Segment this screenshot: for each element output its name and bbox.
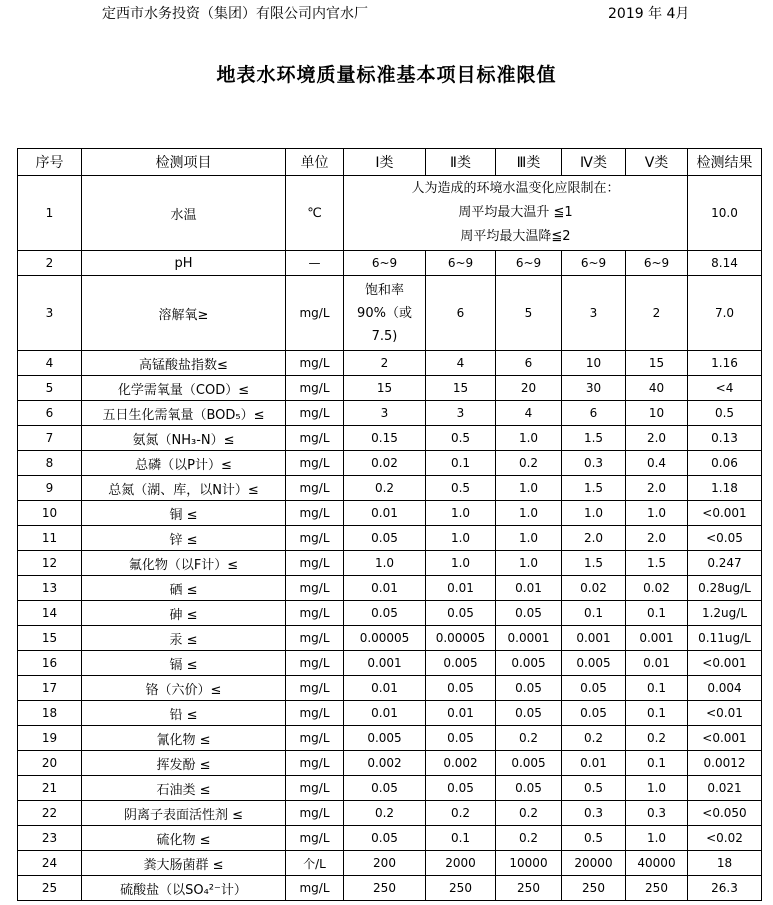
water-temp-note	[344, 176, 688, 251]
row-class-4: 250	[562, 876, 626, 901]
row-class-2: 0.05	[426, 601, 496, 626]
row-item: 铬（六价）≤	[82, 676, 286, 701]
row-class-5: 0.2	[626, 726, 688, 751]
row-result: <0.02	[688, 826, 762, 851]
row-class-1: 6~9	[344, 251, 426, 276]
table-row	[18, 176, 762, 251]
row-class-3: 1.0	[496, 526, 562, 551]
row-unit: mg/L	[286, 576, 344, 601]
row-item: 氟化物（以F计）≤	[82, 551, 286, 576]
table-row	[18, 576, 762, 601]
row-class-4: 0.5	[562, 826, 626, 851]
row-result: 0.13	[688, 426, 762, 451]
row-unit: mg/L	[286, 676, 344, 701]
row-class-2: 1.0	[426, 501, 496, 526]
row-class-2: 0.05	[426, 726, 496, 751]
row-class-2: 6~9	[426, 251, 496, 276]
row-class-1: 0.05	[344, 526, 426, 551]
row-result: <0.001	[688, 501, 762, 526]
row-class-3: 0.01	[496, 576, 562, 601]
row-no: 18	[18, 701, 82, 726]
row-class-4: 1.0	[562, 501, 626, 526]
row-item: 粪大肠菌群 ≤	[82, 851, 286, 876]
table-row	[18, 351, 762, 376]
report-date: 2019 年 4月	[608, 6, 690, 22]
col-header-class-5: Ⅴ类	[626, 149, 688, 176]
row-class-4: 0.2	[562, 726, 626, 751]
note-line: 周平均最大温升 ≦1	[458, 205, 573, 220]
table-row	[18, 551, 762, 576]
row-class-4: 2.0	[562, 526, 626, 551]
table-row	[18, 651, 762, 676]
col-header-unit: 单位	[286, 149, 344, 176]
row-unit: —	[286, 251, 344, 276]
row-class-1: 1.0	[344, 551, 426, 576]
row-no: 22	[18, 801, 82, 826]
row-class-5: 0.1	[626, 676, 688, 701]
row-class-2: 2000	[426, 851, 496, 876]
row-unit: 个/L	[286, 851, 344, 876]
row-class-3: 4	[496, 401, 562, 426]
row-class-3: 6~9	[496, 251, 562, 276]
row-result: 0.0012	[688, 751, 762, 776]
row-class-1: 15	[344, 376, 426, 401]
row-item: 五日生化需氧量（BOD₅）≤	[82, 401, 286, 426]
row-no: 19	[18, 726, 82, 751]
row-class-5: 10	[626, 401, 688, 426]
row-result: 0.247	[688, 551, 762, 576]
row-no: 3	[18, 276, 82, 351]
note-line: 人为造成的环境水温变化应限制在：	[411, 181, 620, 196]
cell-line: 饱和率	[364, 282, 404, 298]
row-class-5: 250	[626, 876, 688, 901]
row-unit: ℃	[286, 176, 344, 251]
table-row	[18, 476, 762, 501]
row-item: 铜 ≤	[82, 501, 286, 526]
cell-line: 90%（或	[357, 305, 412, 321]
table-row	[18, 626, 762, 651]
row-class-4: 30	[562, 376, 626, 401]
row-class-4: 0.5	[562, 776, 626, 801]
row-result: <0.050	[688, 801, 762, 826]
row-class-3: 0.05	[496, 776, 562, 801]
row-no: 7	[18, 426, 82, 451]
row-class-4: 20000	[562, 851, 626, 876]
row-class-2: 0.05	[426, 776, 496, 801]
table-row	[18, 776, 762, 801]
row-class-5: 0.01	[626, 651, 688, 676]
table-row	[18, 376, 762, 401]
row-class-3: 0.05	[496, 676, 562, 701]
row-class-3: 0.0001	[496, 626, 562, 651]
row-unit: mg/L	[286, 376, 344, 401]
row-class-4: 3	[562, 276, 626, 351]
row-no: 16	[18, 651, 82, 676]
row-item: 氰化物 ≤	[82, 726, 286, 751]
row-item: 总氮（湖、库，以N计）≤	[82, 476, 286, 501]
row-class-3: 0.005	[496, 651, 562, 676]
row-class-5: 2.0	[626, 476, 688, 501]
row-class-2: 4	[426, 351, 496, 376]
row-class-1: 0.01	[344, 676, 426, 701]
row-item: 阴离子表面活性剂 ≤	[82, 801, 286, 826]
row-result: 7.0	[688, 276, 762, 351]
row-class-1: 0.15	[344, 426, 426, 451]
row-class-2: 250	[426, 876, 496, 901]
row-class-2: 0.01	[426, 576, 496, 601]
row-result: 18	[688, 851, 762, 876]
row-class-4: 0.001	[562, 626, 626, 651]
row-class-3: 0.2	[496, 801, 562, 826]
table-row	[18, 851, 762, 876]
row-no: 15	[18, 626, 82, 651]
row-item: 硒 ≤	[82, 576, 286, 601]
row-unit: mg/L	[286, 826, 344, 851]
row-item: 高锰酸盐指数≤	[82, 351, 286, 376]
row-class-2: 3	[426, 401, 496, 426]
row-class-2: 0.2	[426, 801, 496, 826]
row-class-3: 0.005	[496, 751, 562, 776]
col-header-class-2: Ⅱ类	[426, 149, 496, 176]
row-class-5: 1.0	[626, 826, 688, 851]
row-class-5: 2.0	[626, 426, 688, 451]
row-class-2: 0.5	[426, 476, 496, 501]
table-row	[18, 401, 762, 426]
row-result: 0.06	[688, 451, 762, 476]
row-result: 8.14	[688, 251, 762, 276]
row-unit: mg/L	[286, 801, 344, 826]
row-item: 水温	[82, 176, 286, 251]
row-class-5: 2	[626, 276, 688, 351]
row-result: 0.11ug/L	[688, 626, 762, 651]
row-result: <0.001	[688, 726, 762, 751]
row-class-2: 0.05	[426, 676, 496, 701]
row-class-4: 6	[562, 401, 626, 426]
row-class-1: 0.05	[344, 601, 426, 626]
row-class-4: 10	[562, 351, 626, 376]
row-no: 10	[18, 501, 82, 526]
table-row	[18, 726, 762, 751]
row-class-1: 0.01	[344, 576, 426, 601]
row-class-5: 0.4	[626, 451, 688, 476]
row-result: 26.3	[688, 876, 762, 901]
row-no: 1	[18, 176, 82, 251]
row-unit: mg/L	[286, 276, 344, 351]
row-unit: mg/L	[286, 751, 344, 776]
col-header-item: 检测项目	[82, 149, 286, 176]
table-row	[18, 526, 762, 551]
row-item: 溶解氧≥	[82, 276, 286, 351]
row-no: 13	[18, 576, 82, 601]
row-class-4: 0.05	[562, 701, 626, 726]
row-class-1: 0.02	[344, 451, 426, 476]
table-row	[18, 751, 762, 776]
row-result: 1.2ug/L	[688, 601, 762, 626]
page-title: 地表水环境质量标准基本项目标准限值	[216, 64, 557, 86]
row-class-5: 40	[626, 376, 688, 401]
row-item: 总磷（以P计）≤	[82, 451, 286, 476]
row-no: 8	[18, 451, 82, 476]
row-unit: mg/L	[286, 476, 344, 501]
table-row	[18, 876, 762, 901]
row-unit: mg/L	[286, 626, 344, 651]
row-no: 17	[18, 676, 82, 701]
row-class-5: 0.1	[626, 601, 688, 626]
row-no: 12	[18, 551, 82, 576]
row-item: 化学需氧量（COD）≤	[82, 376, 286, 401]
row-class-2: 0.1	[426, 451, 496, 476]
row-result: 1.16	[688, 351, 762, 376]
row-class-3: 0.05	[496, 701, 562, 726]
cell-line: 7.5)	[371, 328, 398, 344]
row-no: 2	[18, 251, 82, 276]
table-row	[18, 701, 762, 726]
row-class-3: 1.0	[496, 426, 562, 451]
row-class-3: 20	[496, 376, 562, 401]
row-class-4: 0.3	[562, 451, 626, 476]
row-class-3: 10000	[496, 851, 562, 876]
row-unit: mg/L	[286, 876, 344, 901]
row-class-2: 6	[426, 276, 496, 351]
row-class-2: 1.0	[426, 551, 496, 576]
row-class-3: 0.05	[496, 601, 562, 626]
row-class-1: 250	[344, 876, 426, 901]
table-row	[18, 601, 762, 626]
row-class-1: 0.2	[344, 476, 426, 501]
row-result: <0.05	[688, 526, 762, 551]
row-class-4: 1.5	[562, 476, 626, 501]
row-class-2: 0.00005	[426, 626, 496, 651]
row-no: 14	[18, 601, 82, 626]
col-header-no: 序号	[18, 149, 82, 176]
row-class-5: 1.5	[626, 551, 688, 576]
row-class-3: 0.2	[496, 726, 562, 751]
row-class-2: 1.0	[426, 526, 496, 551]
row-class-2: 0.1	[426, 826, 496, 851]
row-class-1: 0.05	[344, 826, 426, 851]
row-unit: mg/L	[286, 551, 344, 576]
row-class-5: 0.02	[626, 576, 688, 601]
table-header-row	[18, 149, 762, 176]
row-class-1: 3	[344, 401, 426, 426]
row-item: 硫化物 ≤	[82, 826, 286, 851]
row-class-3: 1.0	[496, 551, 562, 576]
table-row	[18, 426, 762, 451]
row-item: 铅 ≤	[82, 701, 286, 726]
row-unit: mg/L	[286, 526, 344, 551]
row-result: <0.001	[688, 651, 762, 676]
standards-table	[17, 148, 762, 901]
row-item: 镉 ≤	[82, 651, 286, 676]
row-result: 0.28ug/L	[688, 576, 762, 601]
row-class-1: 0.01	[344, 501, 426, 526]
row-no: 24	[18, 851, 82, 876]
row-class-1: 0.002	[344, 751, 426, 776]
row-unit: mg/L	[286, 701, 344, 726]
row-result: <4	[688, 376, 762, 401]
row-class-4: 6~9	[562, 251, 626, 276]
row-unit: mg/L	[286, 351, 344, 376]
row-class-5: 2.0	[626, 526, 688, 551]
row-unit: mg/L	[286, 501, 344, 526]
table-row	[18, 826, 762, 851]
row-result: 0.021	[688, 776, 762, 801]
row-class-5: 0.1	[626, 701, 688, 726]
col-header-class-4: Ⅳ类	[562, 149, 626, 176]
row-class-4: 0.02	[562, 576, 626, 601]
row-class-5: 40000	[626, 851, 688, 876]
row-no: 25	[18, 876, 82, 901]
row-class-1: 0.005	[344, 726, 426, 751]
row-no: 9	[18, 476, 82, 501]
row-class-4: 0.3	[562, 801, 626, 826]
row-class-1: 0.2	[344, 801, 426, 826]
row-class-3: 1.0	[496, 501, 562, 526]
row-class-1: 0.05	[344, 776, 426, 801]
row-class-5: 6~9	[626, 251, 688, 276]
row-class-1: 0.01	[344, 701, 426, 726]
table-row	[18, 501, 762, 526]
row-class-1: 0.00005	[344, 626, 426, 651]
row-class-3: 1.0	[496, 476, 562, 501]
row-class-4: 0.1	[562, 601, 626, 626]
row-unit: mg/L	[286, 601, 344, 626]
row-class-3: 6	[496, 351, 562, 376]
row-class-1: 2	[344, 351, 426, 376]
row-class-3: 0.2	[496, 451, 562, 476]
row-class-5: 0.1	[626, 751, 688, 776]
row-class-2: 0.005	[426, 651, 496, 676]
row-item: 锌 ≤	[82, 526, 286, 551]
row-class-5: 1.0	[626, 776, 688, 801]
row-unit: mg/L	[286, 776, 344, 801]
row-item: 砷 ≤	[82, 601, 286, 626]
row-item: 石油类 ≤	[82, 776, 286, 801]
row-item: 挥发酚 ≤	[82, 751, 286, 776]
row-class-5: 15	[626, 351, 688, 376]
row-item: 硫酸盐（以SO₄²⁻计）	[82, 876, 286, 901]
col-header-result: 检测结果	[688, 149, 762, 176]
row-result: 1.18	[688, 476, 762, 501]
row-result: 0.004	[688, 676, 762, 701]
row-item: 汞 ≤	[82, 626, 286, 651]
table-row	[18, 801, 762, 826]
row-class-1: 200	[344, 851, 426, 876]
row-class-2: 0.01	[426, 701, 496, 726]
row-unit: mg/L	[286, 401, 344, 426]
row-item: 氨氮（NH₃-N）≤	[82, 426, 286, 451]
row-class-4: 0.01	[562, 751, 626, 776]
row-result: <0.01	[688, 701, 762, 726]
row-class-1	[344, 276, 426, 351]
row-class-4: 0.05	[562, 676, 626, 701]
row-no: 4	[18, 351, 82, 376]
table-row	[18, 451, 762, 476]
table-row	[18, 251, 762, 276]
row-item: pH	[82, 251, 286, 276]
row-class-4: 1.5	[562, 426, 626, 451]
row-class-2: 0.5	[426, 426, 496, 451]
row-class-5: 1.0	[626, 501, 688, 526]
row-no: 5	[18, 376, 82, 401]
row-no: 23	[18, 826, 82, 851]
row-class-3: 250	[496, 876, 562, 901]
row-unit: mg/L	[286, 651, 344, 676]
row-result: 10.0	[688, 176, 762, 251]
row-class-3: 5	[496, 276, 562, 351]
org-name: 定西市水务投资（集团）有限公司内官水厂	[102, 6, 368, 22]
row-class-1: 0.001	[344, 651, 426, 676]
row-class-3: 0.2	[496, 826, 562, 851]
row-class-2: 15	[426, 376, 496, 401]
row-no: 20	[18, 751, 82, 776]
row-unit: mg/L	[286, 726, 344, 751]
row-class-5: 0.001	[626, 626, 688, 651]
row-class-5: 0.3	[626, 801, 688, 826]
row-result: 0.5	[688, 401, 762, 426]
col-header-class-3: Ⅲ类	[496, 149, 562, 176]
row-class-2: 0.002	[426, 751, 496, 776]
row-unit: mg/L	[286, 451, 344, 476]
table-row	[18, 276, 762, 351]
row-class-4: 1.5	[562, 551, 626, 576]
row-no: 11	[18, 526, 82, 551]
note-line: 周平均最大温降≦2	[460, 229, 571, 244]
row-no: 6	[18, 401, 82, 426]
row-class-4: 0.005	[562, 651, 626, 676]
row-no: 21	[18, 776, 82, 801]
row-unit: mg/L	[286, 426, 344, 451]
col-header-class-1: Ⅰ类	[344, 149, 426, 176]
table-row	[18, 676, 762, 701]
